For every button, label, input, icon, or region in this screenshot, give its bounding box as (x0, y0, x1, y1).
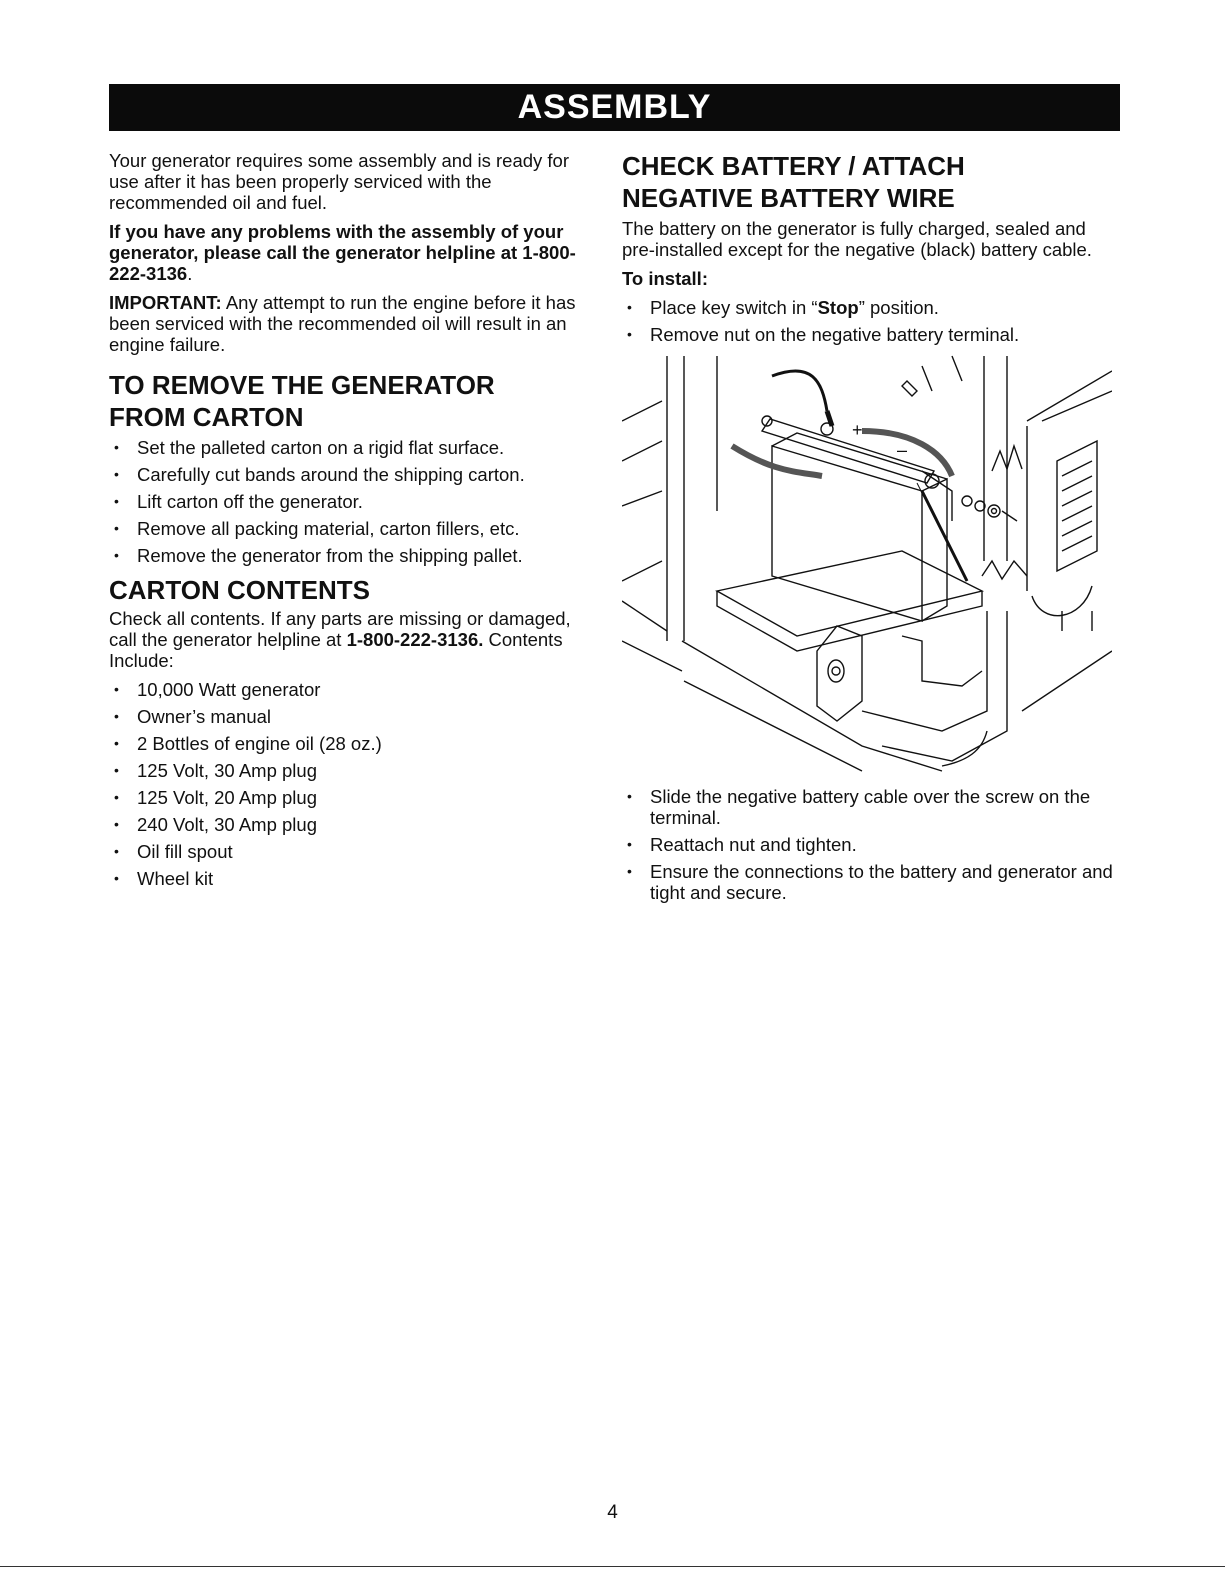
contents-intro-end: Contents Include: (109, 629, 563, 671)
helpline-phone: 1-800-222-3136. (346, 629, 484, 650)
remove-heading (109, 369, 597, 433)
list-item (109, 706, 597, 727)
battery-heading-line1: CHECK BATTERY / ATTACH (622, 151, 965, 181)
bullet-icon: • (627, 863, 632, 879)
list-item (109, 491, 597, 512)
list-item (109, 679, 597, 700)
bullet-icon: • (114, 870, 119, 886)
helpline-text: If you have any problems with the assembly of your generator, please call the generator helpline at 1-800-222-3136 (109, 221, 576, 284)
list-item-text: Carefully cut bands around the shipping carton. (137, 464, 525, 485)
list-item-text: Owner’s manual (137, 706, 272, 727)
list-item (622, 324, 1120, 345)
bullet-icon: • (114, 708, 119, 724)
list-item-text: Remove nut on the negative battery terminal. (650, 324, 1020, 345)
left-column (109, 150, 597, 895)
page-number: 4 (607, 1502, 618, 1523)
list-item (622, 834, 1120, 855)
list-item-text: 240 Volt, 30 Amp plug (137, 814, 317, 835)
list-item (109, 868, 597, 889)
minus-sign: – (897, 440, 908, 460)
intro-paragraph: Your generator requires some assembly and is ready for use after it has been properly serviced with the recommended oil and fuel. (109, 150, 569, 213)
bullet-icon: • (627, 788, 632, 804)
list-item-text: 2 Bottles of engine oil (28 oz.) (137, 733, 382, 754)
bullet-icon: • (114, 762, 119, 778)
bullet-icon: • (114, 439, 119, 455)
contents-heading: CARTON CONTENTS (109, 575, 370, 605)
battery-terminal-diagram (622, 351, 1112, 776)
step-text-end: ” position. (858, 297, 939, 318)
important-text: Any attempt to run the engine before it has been serviced with the recommended oil will result in an engine failure. (109, 292, 576, 355)
bullet-icon: • (114, 493, 119, 509)
contents-intro-text: Check all contents. If any parts are missing or damaged, call the generator helpline at (109, 608, 571, 650)
battery-heading-line2: NEGATIVE BATTERY WIRE (622, 183, 955, 213)
helpline-paragraph (109, 221, 597, 284)
bullet-icon: • (114, 681, 119, 697)
list-item-text: 125 Volt, 20 Amp plug (137, 787, 317, 808)
bullet-icon: • (114, 816, 119, 832)
list-item-text: Remove the generator from the shipping pallet. (137, 545, 523, 566)
list-item (109, 545, 597, 566)
battery-heading (622, 150, 1120, 214)
bullet-icon: • (114, 547, 119, 563)
list-item (109, 437, 597, 458)
list-item (109, 518, 597, 539)
list-item (622, 297, 1120, 318)
helpline-end: . (187, 263, 193, 284)
list-item-text: Reattach nut and tighten. (650, 834, 857, 855)
step-text: Place key switch in “ (650, 297, 818, 318)
bullet-icon: • (114, 735, 119, 751)
remove-heading-line2: FROM CARTON (109, 402, 304, 432)
list-item (109, 464, 597, 485)
list-item-text: Ensure the connections to the battery and generator and tight and secure. (650, 861, 1113, 903)
battery-intro: The battery on the generator is fully charged, sealed and pre-installed except for the negative (black) battery cable. (622, 218, 1092, 260)
list-item (622, 861, 1120, 903)
install-steps-after-list (622, 786, 1120, 903)
list-item (109, 733, 597, 754)
list-item-text: Slide the negative battery cable over the screw on the terminal. (650, 786, 1091, 828)
list-item-text: Wheel kit (137, 868, 214, 889)
contents-intro (109, 608, 597, 671)
bullet-icon: • (627, 326, 632, 342)
list-item (109, 787, 597, 808)
list-item (109, 814, 597, 835)
list-item-text: Oil fill spout (137, 841, 233, 862)
bottom-rule (0, 1566, 1225, 1567)
remove-steps-list (109, 437, 597, 566)
bullet-icon: • (627, 836, 632, 852)
section-title: ASSEMBLY (517, 88, 712, 126)
important-paragraph (109, 292, 597, 355)
bullet-icon: • (627, 299, 632, 315)
stop-keyword: Stop (817, 297, 859, 318)
contents-list (109, 679, 597, 889)
list-item-text: Set the palleted carton on a rigid flat surface. (137, 437, 505, 458)
list-item (109, 841, 597, 862)
right-column (622, 150, 1120, 909)
bullet-icon: • (114, 843, 119, 859)
remove-heading-line1: TO REMOVE THE GENERATOR (109, 370, 495, 400)
section-title-banner (109, 84, 1120, 131)
list-item-text: 10,000 Watt generator (137, 679, 321, 700)
plus-sign: + (852, 420, 863, 440)
list-item-text: 125 Volt, 30 Amp plug (137, 760, 317, 781)
install-label: To install: (622, 268, 708, 289)
bullet-icon: • (114, 520, 119, 536)
list-item-text: Remove all packing material, carton fillers, etc. (137, 518, 520, 539)
list-item (622, 786, 1120, 828)
important-label: IMPORTANT: (109, 292, 222, 313)
install-steps-list (622, 297, 1120, 345)
bullet-icon: • (114, 789, 119, 805)
bullet-icon: • (114, 466, 119, 482)
list-item-text: Lift carton off the generator. (137, 491, 363, 512)
list-item (109, 760, 597, 781)
